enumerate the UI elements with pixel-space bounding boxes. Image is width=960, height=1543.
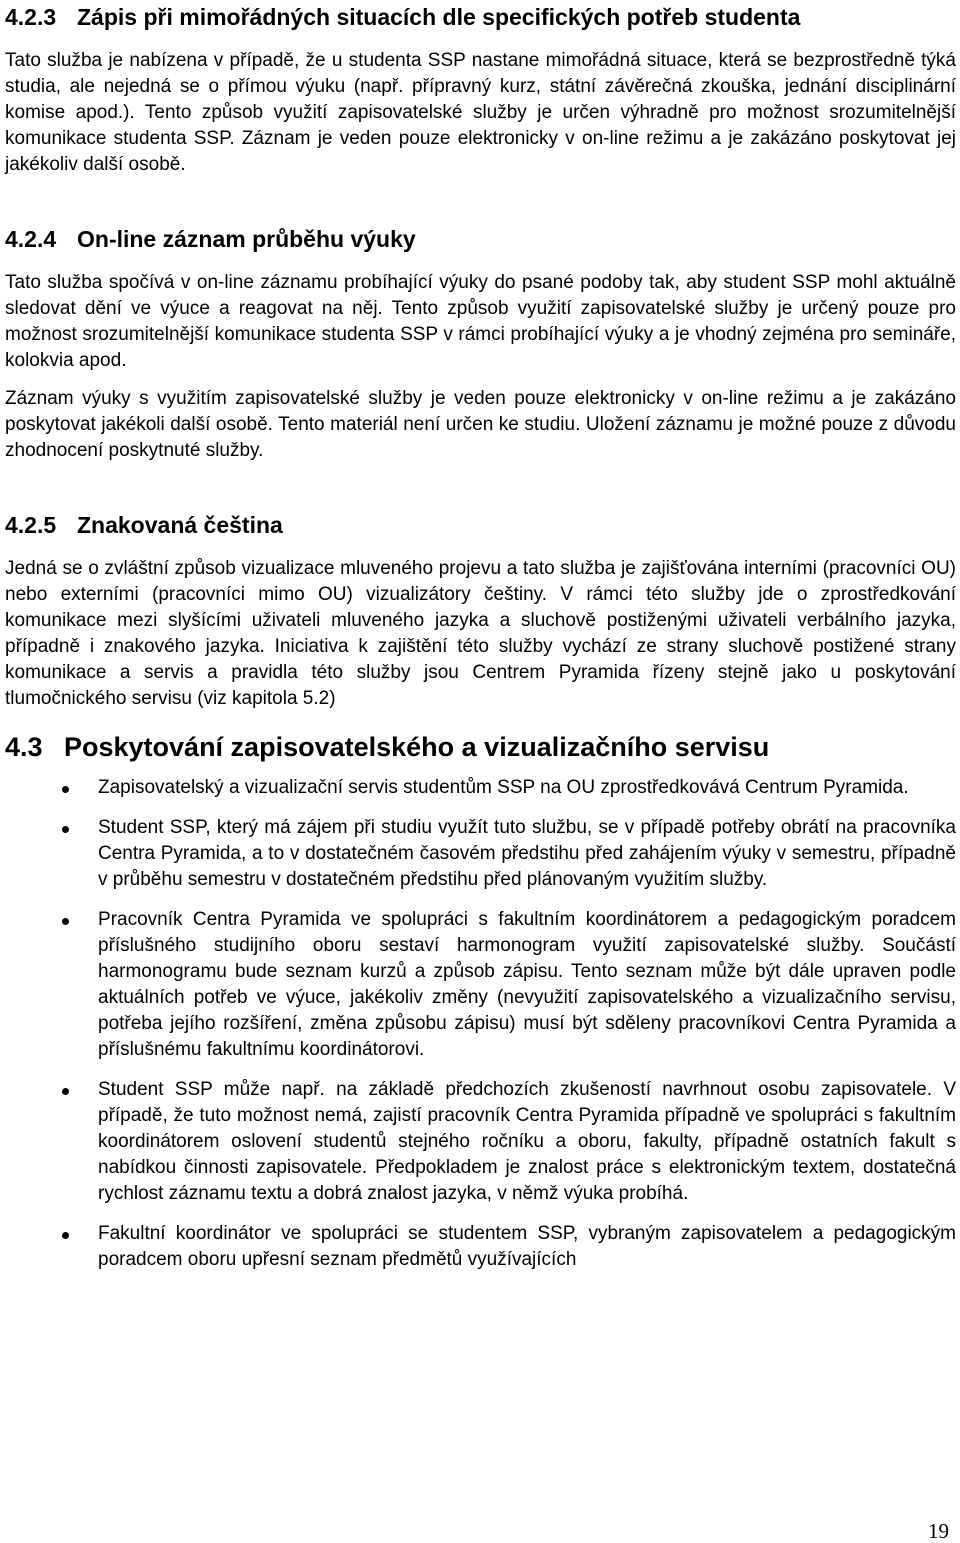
list-item-text: Student SSP, který má zájem při studiu využít tuto službu, se v případě potřeby obrátí na pracovníka Centra Pyramida, a to v dostatečném časovém předstihu před zahájením výuky v semestru, případně v průběhu semestru v dostatečném předstihu před plánovaným využitím služby.	[98, 817, 956, 890]
bullet-icon	[62, 786, 69, 793]
bullet-icon	[62, 1088, 69, 1095]
section-title: Zápis při mimořádných situacích dle specifických potřeb studenta	[77, 4, 801, 30]
section-number: 4.2.5	[5, 512, 57, 538]
section-number: 4.2.3	[5, 4, 57, 30]
page-number: 19	[928, 1519, 949, 1543]
section-4-2-4-heading	[5, 225, 956, 253]
list-item-text: Student SSP může např. na základě předchozích zkušeností navrhnout osobu zapisovatele. V případě, že tuto možnost nemá, zajistí pracovník Centra Pyramida případně ve spolupráci s fakultním koordinátorem oslovení studentů stejného ročníku a oboru, fakulty, případně ostatních fakult s nabídkou činnosti zapisovatele. Předpokladem je znalost práce s elektronickým textem, dostatečná rychlost záznamu textu a dobrá znalost jazyka, v němž výuka probíhá.	[98, 1079, 956, 1204]
section-4-2-3-paragraph-1: Tato služba je nabízena v případě, že u studenta SSP nastane mimořádná situace, která se bezprostředně týká studia, ale nejedná se o přímou výuku (např. přípravný kurz, státní závěrečná zkouška, jednání disciplinární komise apod.). Tento způsob využití zapisovatelské služby je určen výhradně pro možnost srozumitelnější komunikace studenta SSP. Záznam je veden pouze elektronicky v on-line režimu a je zakázáno poskytovat jej jakékoliv další osobě.	[5, 50, 956, 175]
bullet-icon	[62, 1232, 69, 1239]
list-item-text: Fakultní koordinátor ve spolupráci se studentem SSP, vybraným zapisovatelem a pedagogickým poradcem oboru upřesní seznam předmětů využívajících	[98, 1223, 956, 1270]
section-number: 4.2.4	[5, 226, 57, 252]
bullet-icon	[62, 826, 69, 833]
section-4-2-5-paragraph-1: Jedná se o zvláštní způsob vizualizace mluveného projevu a tato služba je zajišťována interními (pracovníci OU) nebo externími (pracovníci mimo OU) vizualizátory češtiny. V rámci této služby jde o zprostředkování komunikace mezi slyšícími uživateli mluveného jazyka a sluchově postiženými uživateli verbálního jazyka, případně i znakového jazyka. Iniciativa k zajištění této služby vychází ze strany sluchově postižené strany komunikace a servis a pravidla této služby jsou Centrem Pyramida řízeny stejně jako u poskytování tlumočnického servisu (viz kapitola 5.2)	[5, 558, 956, 709]
list-item	[5, 907, 956, 1063]
section-title: Znakovaná čeština	[77, 512, 283, 538]
list-item-text: Pracovník Centra Pyramida ve spolupráci s fakultním koordinátorem a pedagogickým poradcem příslušného studijního oboru sestaví harmonogram využití zapisovatelské služby. Součástí harmonogramu bude seznam kurzů a způsob zápisu. Tento seznam může být dále upraven podle aktuálních potřeb ve výuce, jakékoliv změny (nevyužití zapisovatelského a vizualizačního servisu, potřeba jejího rozšíření, změna způsobu zápisu) musí být sděleny pracovníkovi Centra Pyramida a příslušnému fakultnímu koordinátorovi.	[98, 909, 956, 1060]
list-item-text: Zapisovatelský a vizualizační servis studentům SSP na OU zprostředkovává Centrum Pyramida.	[98, 777, 909, 798]
page-content	[5, 0, 956, 1273]
section-title: Poskytování zapisovatelského a vizualizačního servisu	[64, 732, 770, 762]
section-4-2-5-heading	[5, 511, 956, 539]
section-4-2-3-heading	[5, 3, 956, 31]
list-item	[5, 775, 956, 801]
section-4-3-heading	[5, 730, 956, 764]
section-4-2-4-paragraph-1: Tato služba spočívá v on-line záznamu probíhající výuky do psané podoby tak, aby student SSP mohl aktuálně sledovat dění ve výuce a reagovat na něj. Tento způsob využití zapisovatelské služby je určený pouze pro možnost srozumitelnější komunikace studenta SSP v rámci probíhající výuky a je vhodný zejména pro semináře, kolokvia apod.	[5, 272, 956, 371]
list-item	[5, 1077, 956, 1207]
section-4-3-bullet-list	[5, 775, 956, 1273]
section-4-2-4-paragraph-2: Záznam výuky s využitím zapisovatelské služby je veden pouze elektronicky v on-line režimu a je zakázáno poskytovat jakékoli další osobě. Tento materiál není určen ke studiu. Uložení záznamu je možné pouze z důvodu zhodnocení poskytnuté služby.	[5, 388, 956, 461]
list-item	[5, 815, 956, 893]
section-number: 4.3	[5, 732, 43, 762]
list-item	[5, 1221, 956, 1273]
section-title: On-line záznam průběhu výuky	[77, 226, 416, 252]
bullet-icon	[62, 918, 69, 925]
